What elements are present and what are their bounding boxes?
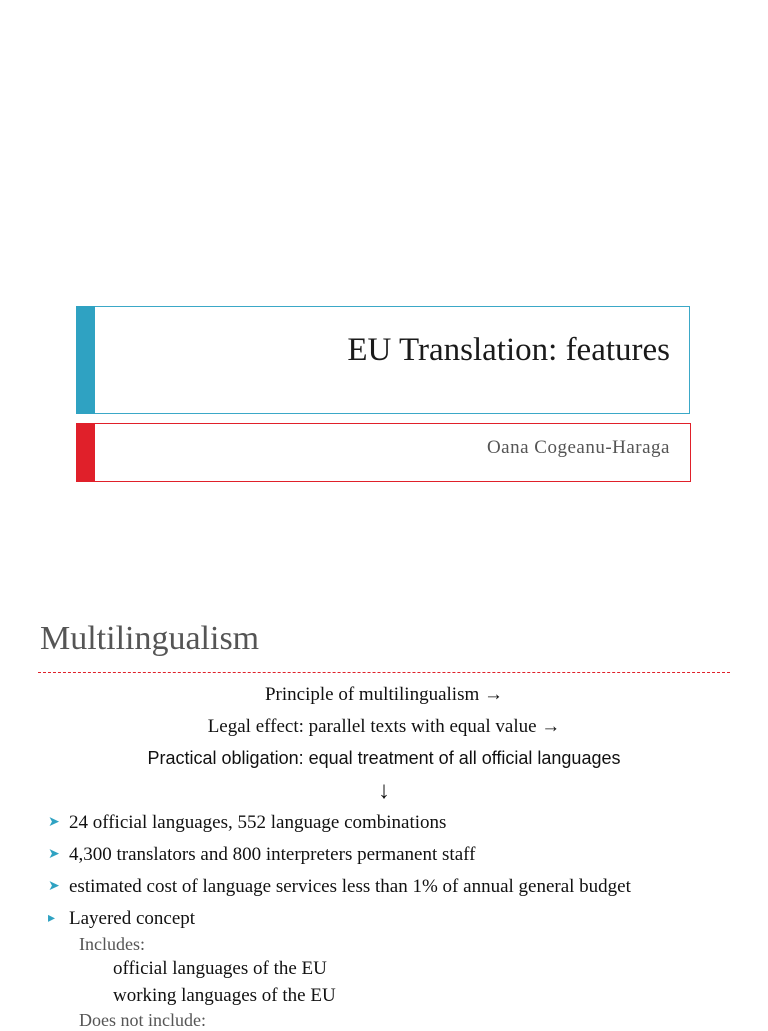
slide-title: EU Translation: features	[347, 332, 670, 368]
slide-subtitle: Oana Cogeanu-Haraga	[486, 437, 670, 458]
subtitle-accent-bar	[76, 423, 95, 482]
list-item	[48, 876, 631, 898]
includes-label: Includes:	[79, 934, 145, 954]
includes-item: official languages of the EU	[113, 958, 327, 979]
list-item	[48, 844, 475, 866]
list-item-text: Layered concept	[69, 908, 196, 929]
center-line-legal-effect: Legal effect: parallel texts with equal value →	[207, 716, 561, 737]
bullet-arrow-icon: ➤	[48, 879, 60, 894]
center-line-principle: Principle of multilingualism →	[264, 684, 503, 705]
bullet-arrow-icon: ➤	[48, 847, 60, 862]
heading-divider	[38, 672, 730, 673]
bullet-triangle-icon: ▸	[48, 911, 56, 926]
includes-item: working languages of the EU	[113, 985, 336, 1006]
list-item-text: estimated cost of language services less than 1% of annual general budget	[69, 876, 631, 897]
does-not-include-label: Does not include:	[79, 1010, 206, 1030]
section-heading: Multilingualism	[40, 620, 260, 657]
center-line-practical-obligation: Practical obligation: equal treatment of all official languages	[147, 748, 621, 768]
list-item-text: 4,300 translators and 800 interpreters permanent staff	[69, 844, 476, 865]
list-item	[48, 812, 446, 834]
list-item	[48, 908, 195, 930]
title-accent-bar	[76, 306, 95, 414]
list-item-text: 24 official languages, 552 language combinations	[69, 812, 447, 833]
bullet-arrow-icon: ➤	[48, 815, 60, 830]
down-arrow-icon: ↓	[378, 778, 390, 804]
